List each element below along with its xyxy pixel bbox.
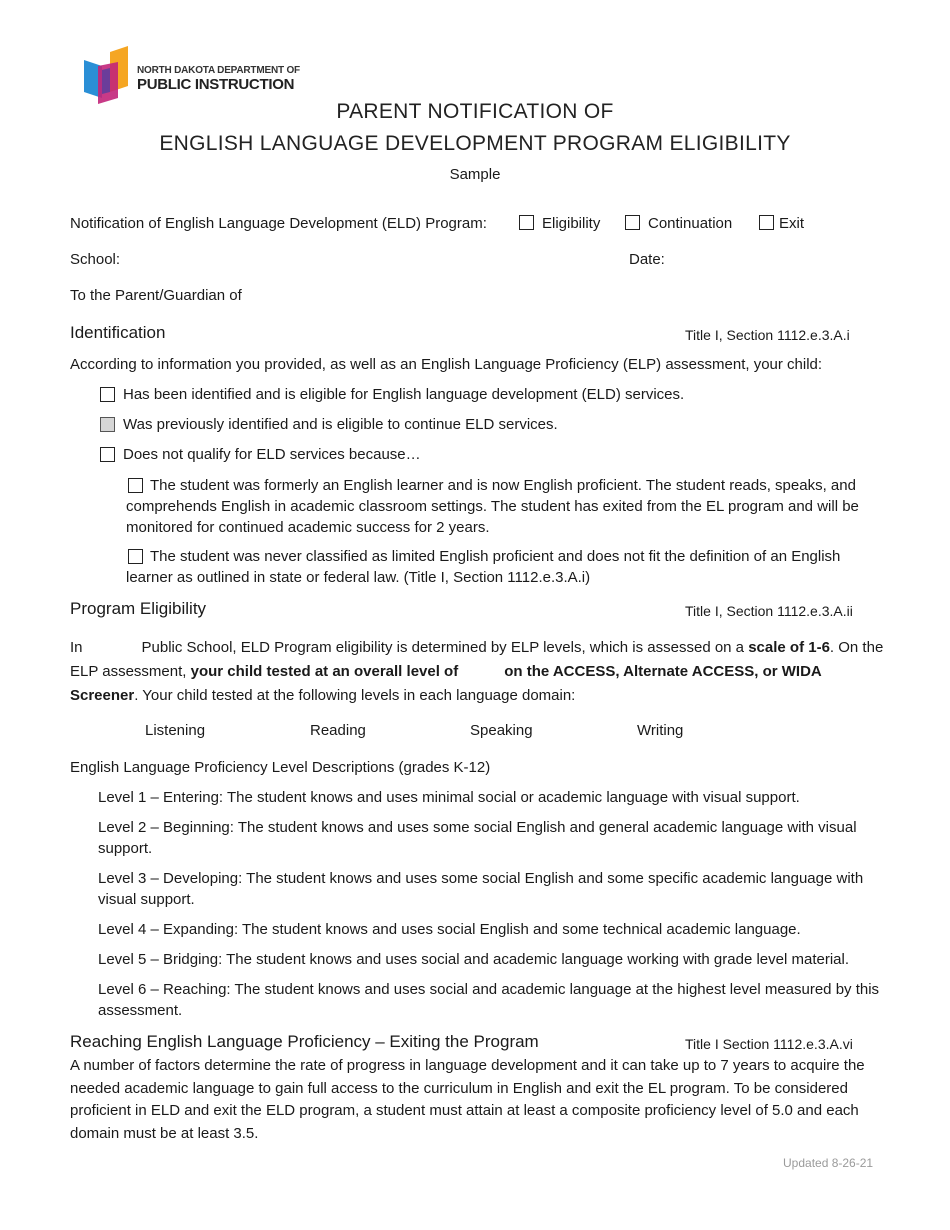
continuation-option-label: Continuation bbox=[648, 215, 733, 232]
eligibility-text-f: . Your child tested at the following levels in each language domain: bbox=[134, 687, 576, 704]
level-3-description: Level 3 – Developing: The student knows and uses some social English and some specific academic language with visual support. bbox=[98, 870, 864, 908]
identified-eligible-checkbox[interactable] bbox=[100, 387, 115, 402]
ndpi-logo bbox=[84, 46, 309, 104]
assessment-names-text: on the ACCESS, Alternate ACCESS, or WIDA Screener bbox=[70, 663, 822, 704]
eligibility-text-c: . On the ELP assessment, bbox=[70, 639, 884, 680]
level-1-description: Level 1 – Entering: The student knows and uses minimal social or academic language with visual support. bbox=[98, 789, 800, 806]
formerly-el-text: The student was formerly an English learner and is now English proficient. The student reads, speaks, and comprehends English in academic classroom settings. The student has exited from the EL program and will be monitored for continued academic success for 2 years. bbox=[126, 477, 859, 536]
level-6-description: Level 6 – Reaching: The student knows and uses social and academic language at the highest level measured by this assessment. bbox=[98, 981, 880, 1019]
not-qualify-checkbox[interactable] bbox=[100, 447, 115, 462]
logo-mark-icon bbox=[84, 46, 130, 104]
updated-date: Updated 8-26-21 bbox=[783, 1156, 874, 1170]
continuation-checkbox[interactable] bbox=[625, 215, 640, 230]
domain-reading: Reading bbox=[310, 722, 366, 739]
subtitle: Sample bbox=[449, 166, 501, 183]
exit-option-label: Exit bbox=[779, 215, 805, 232]
never-classified-text: The student was never classified as limited English proficient and does not fit the definition of an English learner as outlined in state or federal law. (Title I, Section 1112.e.3.A.i) bbox=[126, 548, 841, 586]
date-label: Date: bbox=[629, 251, 665, 268]
logo-text-line1: NORTH DAKOTA DEPARTMENT OF bbox=[137, 65, 300, 76]
title-line1: PARENT NOTIFICATION OF bbox=[336, 100, 614, 123]
not-qualify-label: Does not qualify for ELD services because… bbox=[123, 446, 421, 463]
eligibility-text-a: Public School, ELD Program eligibility is determined by ELP levels, which is assessed on a bbox=[141, 639, 745, 656]
school-label: School: bbox=[70, 251, 121, 268]
title-line2: ENGLISH LANGUAGE DEVELOPMENT PROGRAM ELIGIBILITY bbox=[159, 132, 791, 155]
continue-eld-label: Was previously identified and is eligible to continue ELD services. bbox=[123, 416, 558, 433]
exiting-paragraph: A number of factors determine the rate of progress in language development and it can take up to 7 years to acquire the needed academic language to gain full access to the curriculum in English and exit the EL program. To be considered proficient in ELD and exit the ELD program, a student must attain at least a composite proficiency level of 5.0 and each domain must be at least 3.5. bbox=[70, 1057, 865, 1142]
eligibility-paragraph bbox=[70, 636, 885, 708]
levels-heading: English Language Proficiency Level Descriptions (grades K-12) bbox=[70, 759, 491, 776]
continue-eld-checkbox[interactable] bbox=[100, 417, 115, 432]
level-4-description: Level 4 – Expanding: The student knows and uses social English and some technical academic language. bbox=[98, 921, 801, 938]
identification-heading: Identification bbox=[70, 323, 166, 342]
eligibility-in: In bbox=[70, 639, 83, 656]
logo-text-line2: PUBLIC INSTRUCTION bbox=[137, 76, 295, 93]
domain-listening: Listening bbox=[145, 722, 206, 739]
identification-intro: According to information you provided, as well as an English Language Proficiency (ELP) assessment, your child: bbox=[70, 356, 823, 373]
domain-writing: Writing bbox=[637, 722, 684, 739]
exiting-reference: Title I Section 1112.e.3.A.vi bbox=[685, 1036, 853, 1052]
identified-eligible-label: Has been identified and is eligible for English language development (ELD) services. bbox=[123, 386, 685, 403]
exit-checkbox[interactable] bbox=[759, 215, 774, 230]
eligibility-option-label: Eligibility bbox=[542, 215, 601, 232]
exiting-heading: Reaching English Language Proficiency – Exiting the Program bbox=[70, 1032, 539, 1051]
scale-text: scale of 1-6 bbox=[748, 639, 830, 656]
program-eligibility-heading: Program Eligibility bbox=[70, 599, 207, 618]
tested-level-text: your child tested at an overall level of bbox=[190, 663, 459, 680]
domain-speaking: Speaking bbox=[470, 722, 533, 739]
identification-reference: Title I, Section 1112.e.3.A.i bbox=[685, 327, 850, 343]
level-2-description: Level 2 – Beginning: The student knows and uses some social English and general academic language with visual support. bbox=[98, 819, 857, 857]
notification-label: Notification of English Language Development (ELD) Program: bbox=[70, 215, 487, 232]
program-eligibility-reference: Title I, Section 1112.e.3.A.ii bbox=[685, 603, 853, 619]
eligibility-checkbox[interactable] bbox=[519, 215, 534, 230]
level-5-description: Level 5 – Bridging: The student knows and uses social and academic language working with grade level material. bbox=[98, 951, 849, 968]
parent-guardian-label: To the Parent/Guardian of bbox=[70, 287, 242, 304]
